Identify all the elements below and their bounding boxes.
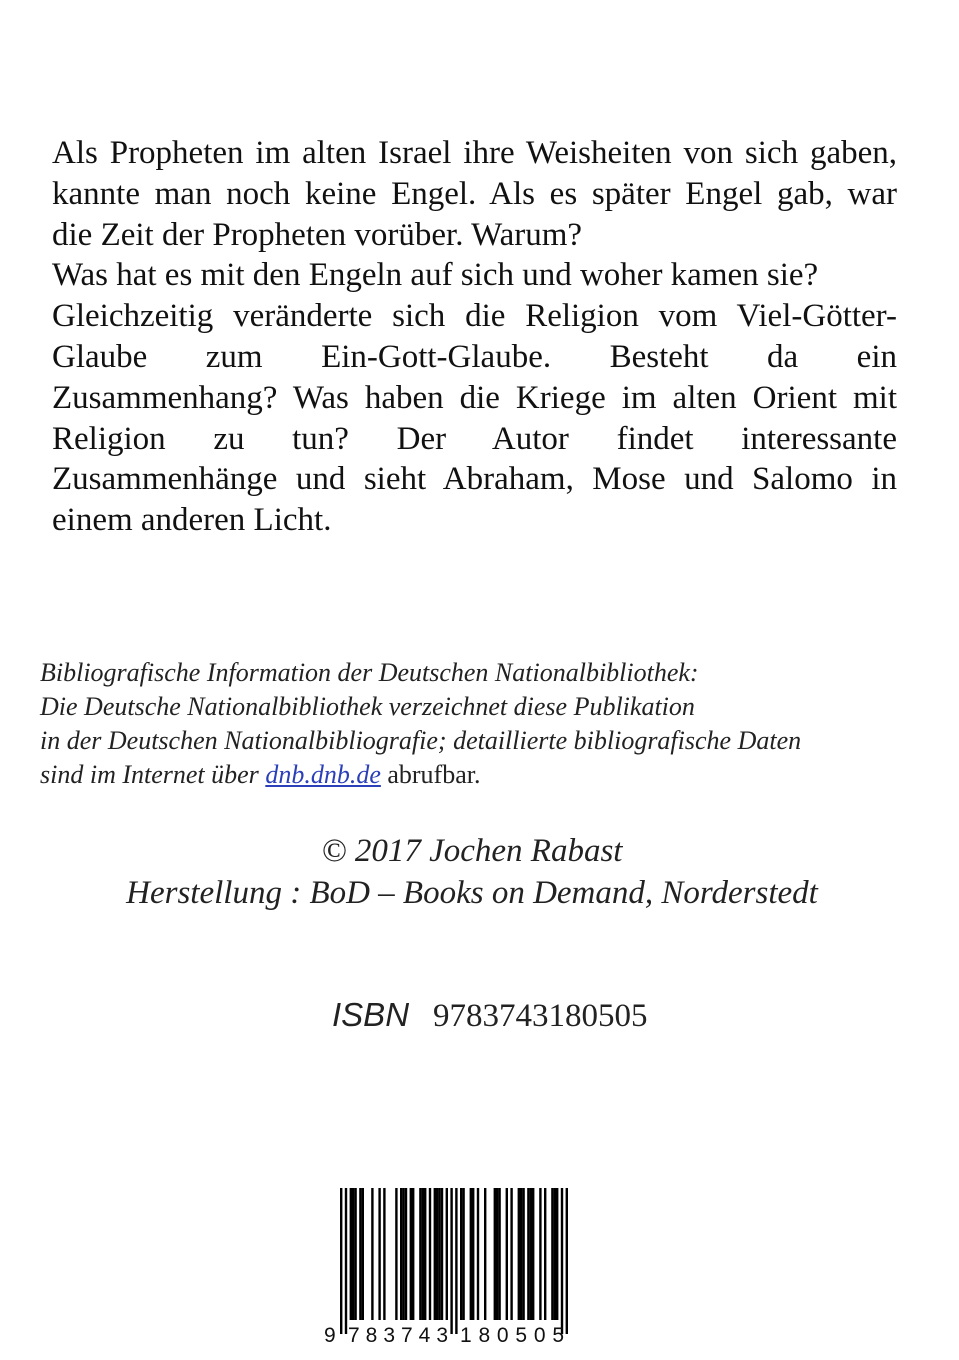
- barcode-bars: [340, 1188, 568, 1334]
- barcode-bar: [412, 1188, 414, 1320]
- blurb-line: kannte man noch keine Engel. Als es später Engel gab, war: [52, 175, 897, 212]
- bibliographic-info: [40, 656, 920, 792]
- barcode-bar: [532, 1188, 534, 1320]
- barcode-bar: [378, 1188, 380, 1320]
- barcode-graphic: [318, 1186, 590, 1346]
- biblio-line-suffix: abrufbar.: [380, 760, 481, 789]
- blurb-line: Glaube zum Ein-Gott-Glaube. Besteht da ein: [52, 338, 897, 375]
- isbn-line: [332, 994, 648, 1037]
- blurb-line: Als Propheten im alten Israel ihre Weisheiten von sich gaben,: [52, 135, 897, 171]
- barcode-bar: [506, 1188, 508, 1320]
- barcode-bar: [410, 1188, 412, 1320]
- barcode-bar: [477, 1188, 479, 1320]
- barcode-bar: [460, 1188, 462, 1320]
- barcode-bar: [436, 1188, 438, 1320]
- copyright-line: © 2017 Jochen Rabast: [321, 833, 623, 869]
- barcode-bar: [359, 1188, 361, 1320]
- barcode-bar: [554, 1188, 556, 1320]
- blurb-line: Was hat es mit den Engeln auf sich und woher kamen sie?: [52, 257, 819, 294]
- biblio-line: Bibliografische Information der Deutschen Nationalbibliothek:: [40, 658, 699, 687]
- barcode-bar: [354, 1188, 356, 1320]
- barcode-bar: [419, 1188, 421, 1320]
- barcode-bar: [520, 1188, 522, 1320]
- blurb-line: Gleichzeitig veränderte sich die Religion vom Viel-Götter-: [52, 298, 897, 335]
- barcode-bar: [544, 1188, 546, 1320]
- copyright-block: [0, 830, 944, 914]
- isbn-barcode: [318, 1186, 590, 1346]
- barcode-bar: [510, 1188, 512, 1320]
- dnb-link[interactable]: dnb.dnb.de: [265, 760, 381, 789]
- barcode-bar: [362, 1188, 364, 1320]
- blurb-line: die Zeit der Propheten vorüber. Warum?: [52, 216, 583, 253]
- isbn-label: ISBN: [332, 996, 410, 1033]
- barcode-bar: [455, 1188, 457, 1334]
- barcode-bar: [450, 1188, 452, 1334]
- barcode-digits-right: 180505: [460, 1324, 564, 1346]
- barcode-bar: [498, 1188, 500, 1320]
- barcode-bar: [424, 1188, 426, 1320]
- blurb-line: Zusammenhänge und sieht Abraham, Mose und Salomo in: [52, 461, 897, 498]
- isbn-number: 9783743180505: [433, 998, 648, 1034]
- barcode-bar: [539, 1188, 541, 1320]
- barcode-bar: [561, 1188, 563, 1334]
- blurb-line: Religion zu tun? Der Autor findet interessante: [52, 420, 897, 457]
- barcode-bar: [556, 1188, 558, 1320]
- barcode-bar: [496, 1188, 498, 1320]
- barcode-bar: [340, 1188, 342, 1334]
- barcode-bar: [441, 1188, 443, 1320]
- publisher-line: Herstellung : BoD – Books on Demand, Norderstedt: [126, 875, 818, 911]
- biblio-line: [40, 758, 920, 792]
- barcode-bar: [518, 1188, 520, 1320]
- biblio-line-prefix: sind im Internet über: [40, 760, 266, 789]
- barcode-bar: [383, 1188, 385, 1320]
- barcode-bar: [350, 1188, 352, 1320]
- barcode-bar: [522, 1188, 524, 1320]
- barcode-bar: [566, 1188, 568, 1334]
- barcode-digit-first: 9: [324, 1324, 336, 1346]
- barcode-bar: [472, 1188, 474, 1320]
- barcode-bar: [494, 1188, 496, 1320]
- blurb-line: einem anderen Licht.: [52, 502, 332, 539]
- barcode-bar: [470, 1188, 472, 1320]
- barcode-bar: [345, 1188, 347, 1334]
- barcode-bar: [422, 1188, 424, 1320]
- blurb-text: [52, 133, 897, 541]
- barcode-bar: [527, 1188, 529, 1320]
- barcode-bar: [395, 1188, 397, 1320]
- blurb-line: Zusammenhang? Was haben die Kriege im alten Orient mit: [52, 379, 897, 416]
- barcode-bar: [400, 1188, 402, 1320]
- barcode-bar: [530, 1188, 532, 1320]
- barcode-bar: [446, 1188, 448, 1320]
- barcode-digits-left: 783743: [348, 1324, 448, 1346]
- barcode-bar: [371, 1188, 373, 1320]
- barcode-bar: [405, 1188, 407, 1320]
- barcode-bar: [484, 1188, 486, 1320]
- barcode-bar: [434, 1188, 436, 1320]
- barcode-bar: [462, 1188, 464, 1320]
- biblio-line: in der Deutschen Nationalbibliografie; detaillierte bibliografische Daten: [40, 726, 802, 755]
- barcode-bar: [352, 1188, 354, 1320]
- barcode-bar: [429, 1188, 431, 1320]
- biblio-line: Die Deutsche Nationalbibliothek verzeichnet diese Publikation: [40, 692, 695, 721]
- barcode-bar: [551, 1188, 553, 1320]
- barcode-bar: [402, 1188, 404, 1320]
- barcode-bar: [438, 1188, 440, 1320]
